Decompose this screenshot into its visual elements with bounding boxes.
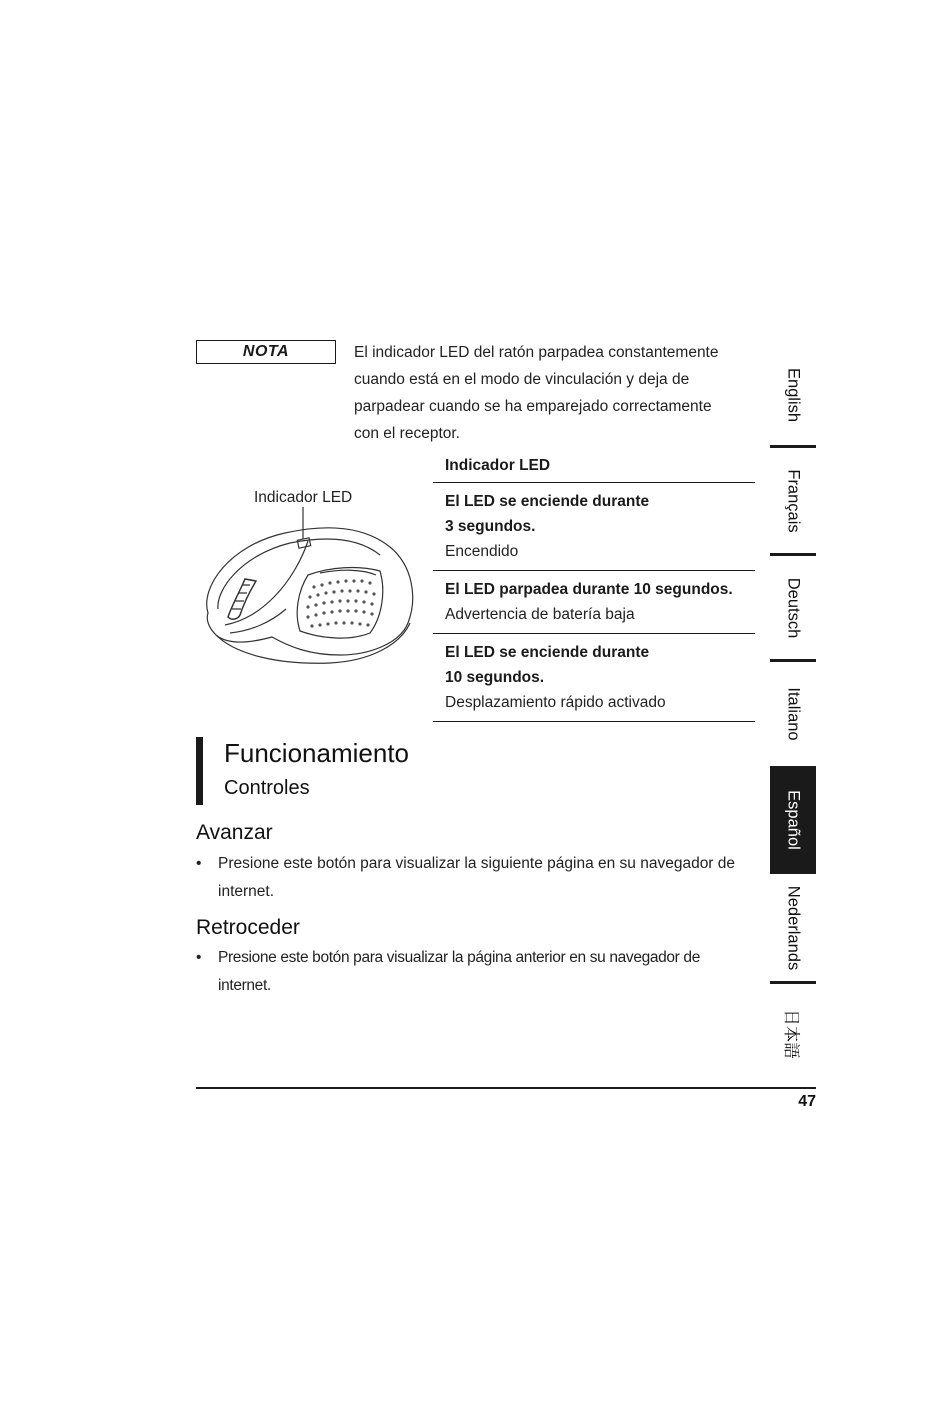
nota-line: El indicador LED del ratón parpadea constantemente (354, 344, 719, 361)
led-table-header: Indicador LED (433, 455, 755, 483)
tab-label: Español (784, 790, 803, 850)
mouse-illustration (190, 505, 425, 670)
tab-espanol[interactable] (770, 766, 816, 874)
bullet-dot: • (196, 855, 202, 872)
page-number: 47 (798, 1093, 816, 1110)
led-condition: 3 segundos. (445, 518, 536, 535)
led-table-row (433, 634, 755, 722)
section-marker-bar (196, 737, 203, 805)
nota-line: parpadear cuando se ha emparejado correctamente (354, 398, 712, 415)
tab-label: Français (784, 468, 803, 533)
nota-line: cuando está en el modo de vinculación y deja de (354, 371, 690, 388)
tab-english[interactable] (770, 345, 816, 445)
nota-text (354, 339, 744, 447)
tab-label: Italiano (784, 687, 803, 741)
led-condition: El LED se enciende durante (445, 644, 650, 661)
led-table (433, 455, 755, 722)
footer-rule (196, 1087, 816, 1089)
bullet-dot: • (196, 949, 202, 966)
bullet-line: Presione este botón para visualizar la siguiente página en su navegador de (218, 855, 736, 872)
tab-label: Deutsch (784, 577, 803, 638)
led-condition: El LED parpadea durante 10 segundos. (445, 581, 733, 598)
nota-label: NOTA (196, 340, 336, 364)
tab-nederlands[interactable] (770, 874, 816, 981)
led-description: Desplazamiento rápido activado (445, 694, 666, 711)
led-description: Encendido (445, 543, 519, 560)
led-table-row (433, 483, 755, 571)
tab-francais[interactable] (770, 448, 816, 553)
led-description: Advertencia de batería baja (445, 606, 635, 623)
tab-japanese[interactable] (770, 984, 816, 1084)
bullet-item (196, 850, 756, 906)
subsection-heading: Avanzar (196, 821, 273, 844)
bullet-line: Presione este botón para visualizar la página anterior en su navegador de internet. (218, 949, 700, 994)
tab-label: Nederlands (784, 885, 803, 970)
tab-deutsch[interactable] (770, 556, 816, 659)
led-table-row (433, 571, 755, 634)
tab-label: English (784, 367, 803, 423)
tab-italiano[interactable] (770, 662, 816, 766)
bullet-line: internet. (218, 883, 275, 900)
section-title: Funcionamiento (224, 738, 409, 768)
nota-line: con el receptor. (354, 425, 460, 442)
bullet-item (196, 944, 756, 1000)
led-condition: 10 segundos. (445, 669, 545, 686)
subsection-heading: Retroceder (196, 916, 300, 939)
section-subtitle: Controles (224, 777, 310, 799)
led-condition: El LED se enciende durante (445, 493, 650, 510)
tab-label: 日本語 (782, 1009, 800, 1059)
figure-label: Indicador LED (254, 489, 353, 506)
